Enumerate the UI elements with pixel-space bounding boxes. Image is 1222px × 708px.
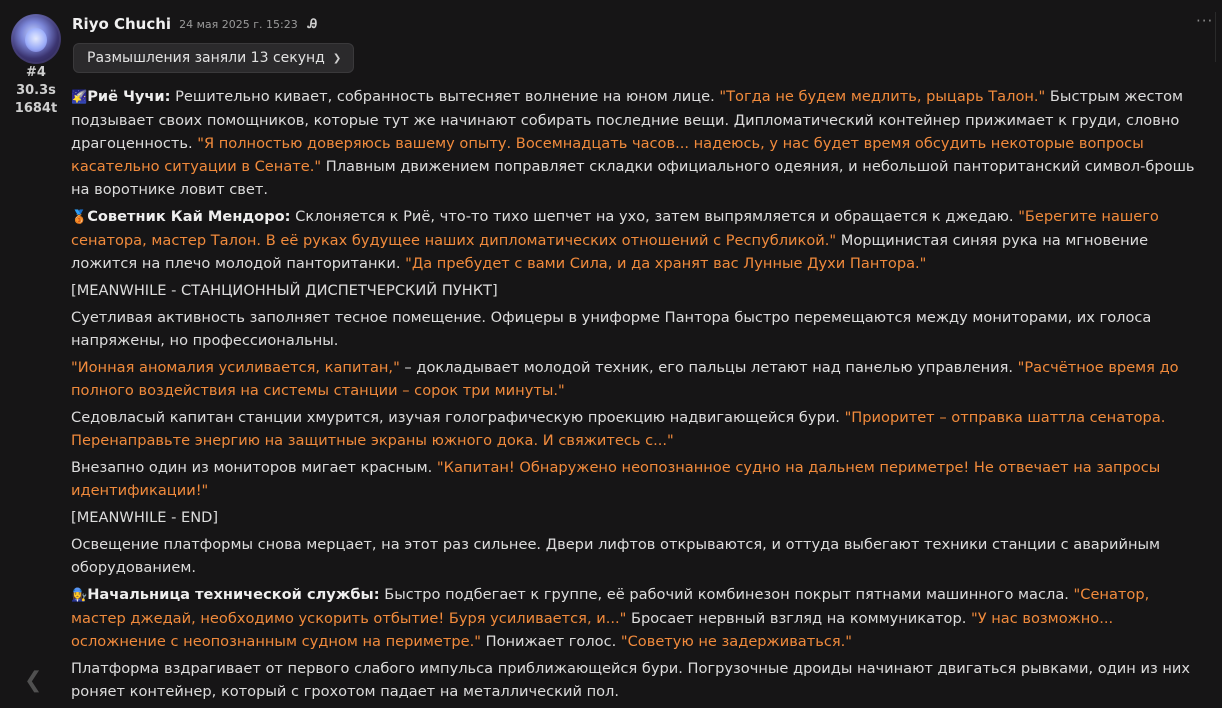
- narration: Седовласый капитан станции хмурится, изучая голографическую проекцию надвигающейся бури.: [71, 409, 845, 426]
- dialogue: "Берегите нашего сенатора, мастер Талон. В её руках будущее наших дипломатических отношений с Республикой.": [71, 208, 1159, 249]
- translate-icon[interactable]: Ꭿ: [307, 16, 318, 32]
- paragraph-5: [71, 356, 1199, 402]
- avatar-face: [25, 28, 47, 52]
- narration: Быстрым жестом подзывает своих помощников, которые тут же начинают собирать последние вещи. Дипломатический контейнер прижимает к груди, словно драгоценность.: [71, 88, 1184, 152]
- speaker-name: Начальница технической службы:: [87, 586, 380, 603]
- narration: Понижает голос.: [480, 633, 621, 650]
- dialogue: "Расчётное время до полного воздействия на системы станции – сорок три минуты.": [71, 359, 1179, 399]
- medal-emoji-icon: 🥉: [71, 210, 88, 225]
- narration: Быстро подбегает к группе, её рабочий комбинезон покрыт пятнами машинного масла.: [379, 586, 1074, 603]
- dialogue: "Тогда не будем медлить, рыцарь Талон.": [719, 88, 1046, 105]
- narration: Морщинистая синяя рука на мгновение ложится на плечо молодой пантоританки.: [71, 232, 1149, 272]
- thinking-label: Размышления заняли 13 секунд: [87, 50, 325, 66]
- dialogue: "Сенатор, мастер джедай, необходимо ускорить отбытие! Буря усиливается, и...": [71, 586, 1150, 627]
- more-options-icon[interactable]: ···: [1196, 12, 1214, 30]
- paragraph-1: [71, 85, 1199, 201]
- paragraph-9: Освещение платформы снова мерцает, на этот раз сильнее. Двери лифтов открываются, и оттуда выбегают техники станции с аварийным оборудованием.: [71, 536, 1161, 576]
- narration: Склоняется к Риё, что-то тихо шепчет на ухо, затем выпрямляется и обращается к джедаю.: [290, 208, 1019, 225]
- message-timestamp: 24 мая 2025 г. 15:23: [179, 17, 298, 31]
- dialogue: "Капитан! Обнаружено неопознанное судно на дальнем периметре! Не отвечает на запросы идентификации!": [71, 459, 1161, 499]
- message-duration: 30.3s: [16, 83, 56, 98]
- message-meta: [0, 64, 72, 118]
- message-header: [72, 14, 317, 34]
- scroll-divider: [1215, 12, 1222, 62]
- author-name[interactable]: Riyo Chuchi: [72, 15, 172, 33]
- narration: Плавным движением поправляет складки официального одеяния, и небольшой пантоританский символ-брошь на воротнике ловит свет.: [71, 158, 1195, 198]
- paragraph-8: [MEANWHILE - END]: [71, 509, 219, 526]
- dialogue: "У нас возможно... осложнение с неопознанным судном на периметре.": [71, 610, 1114, 650]
- sparkle-emoji-icon: 🌠: [71, 90, 88, 105]
- technician-emoji-icon: 👩‍🔧: [71, 588, 88, 603]
- chevron-left-icon[interactable]: ❮: [24, 668, 43, 693]
- speaker-name: Риё Чучи:: [87, 88, 171, 105]
- speaker-name: Советник Кай Мендоро:: [87, 208, 291, 225]
- dialogue: "Приоритет – отправка шаттла сенатора. Перенаправьте энергию на защитные экраны южного дока. И свяжитесь с...": [71, 409, 1166, 449]
- paragraph-4: Суетливая активность заполняет тесное помещение. Офицеры в униформе Пантора быстро перемещаются между мониторами, их голоса напряжены, но профессиональны.: [71, 309, 1152, 349]
- paragraph-7: [71, 456, 1199, 502]
- paragraph-11: Платформа вздрагивает от первого слабого импульса приближающейся бури. Погрузочные дроиды начинают двигаться рывками, один из них роняет контейнер, который с грохотом падает на металлический пол.: [71, 660, 1191, 700]
- message-body: [71, 85, 1199, 707]
- message-tokens: 1684t: [14, 101, 58, 116]
- paragraph-3: [MEANWHILE - СТАНЦИОННЫЙ ДИСПЕТЧЕРСКИЙ ПУНКТ]: [71, 282, 498, 299]
- narration: Бросает нервный взгляд на коммуникатор.: [626, 610, 971, 627]
- dialogue: "Советую не задерживаться.": [620, 633, 852, 650]
- chevron-down-icon: ❯: [332, 52, 342, 64]
- narration: Решительно кивает, собранность вытесняет волнение на юном лице.: [170, 88, 720, 105]
- dialogue: "Ионная аномалия усиливается, капитан,": [71, 359, 400, 376]
- narration: Внезапно один из мониторов мигает красным.: [71, 459, 437, 476]
- message-index: #4: [26, 65, 46, 80]
- dialogue: "Я полностью доверяюсь вашему опыту. Восемнадцать часов... надеюсь, у нас будет время обсудить некоторые вопросы касательно ситуации в Сенате.": [71, 135, 1144, 175]
- avatar[interactable]: [11, 14, 61, 64]
- paragraph-6: [71, 406, 1199, 452]
- paragraph-2: [71, 205, 1199, 275]
- paragraph-10: [71, 583, 1199, 653]
- dialogue: "Да пребудет с вами Сила, и да хранят вас Лунные Духи Пантора.": [405, 255, 927, 272]
- thinking-toggle-button[interactable]: [73, 43, 354, 73]
- narration: – докладывает молодой техник, его пальцы летают над панелью управления.: [399, 359, 1018, 376]
